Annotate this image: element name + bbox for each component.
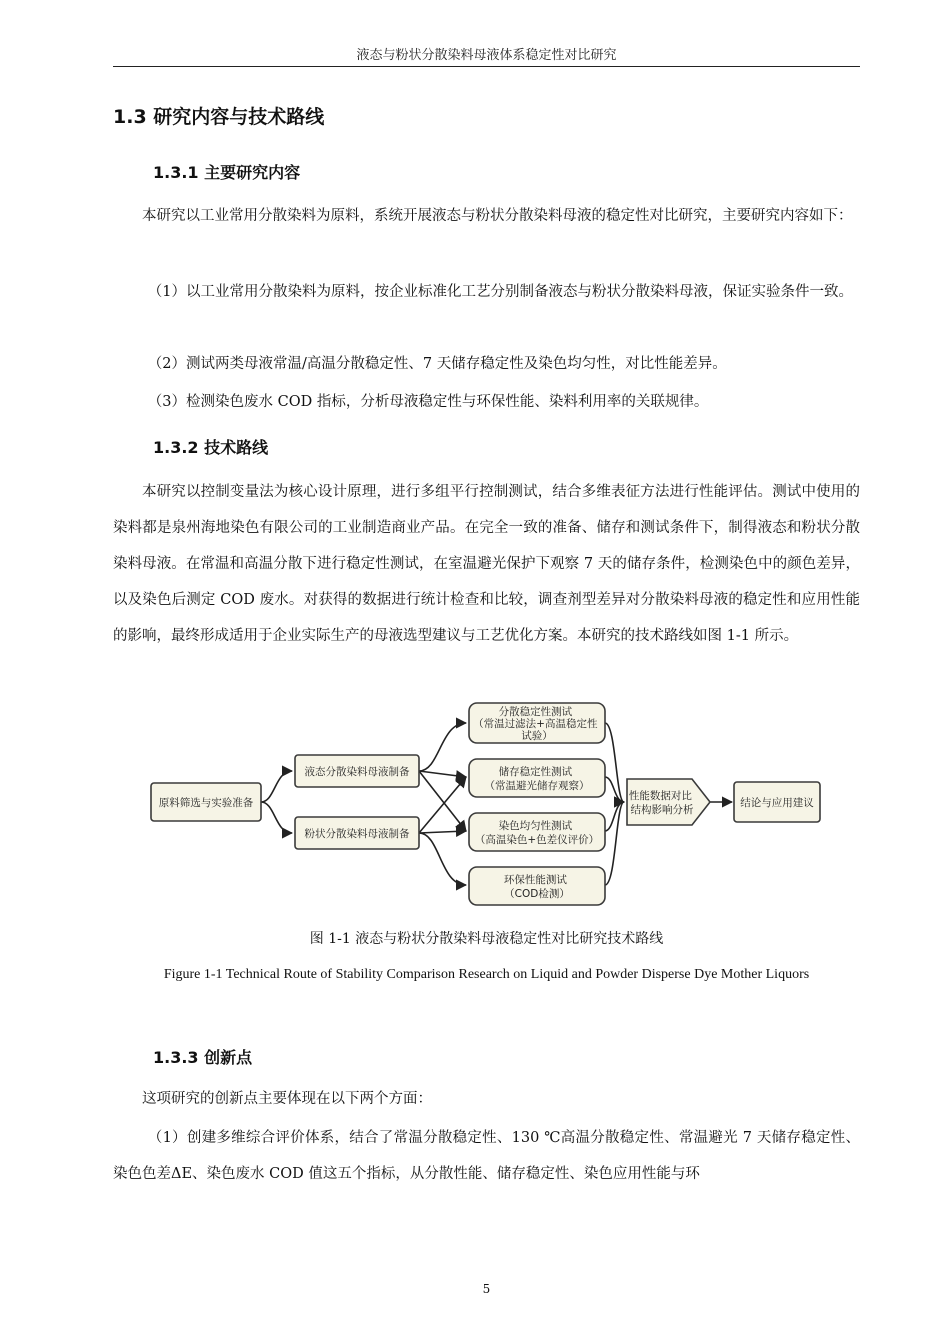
svg-text:原料筛选与实验准备: 原料筛选与实验准备 bbox=[158, 797, 254, 809]
header-rule bbox=[113, 66, 860, 67]
list-item: （3）检测染色废水 COD 指标，分析母液稳定性与环保性能、染料利用率的关联规律。 bbox=[147, 394, 709, 410]
section-heading: 1.3 研究内容与技术路线 bbox=[113, 106, 325, 128]
subsection-heading-3: 1.3.3 创新点 bbox=[153, 1048, 253, 1067]
svg-text:环保性能测试 （COD检测）: 环保性能测试 （COD检测） bbox=[503, 874, 570, 900]
paragraph-intro: 本研究以工业常用分散染料为原料，系统开展液态与粉状分散染料母液的稳定性对比研究，主要研究内容如下： bbox=[142, 208, 853, 224]
connector bbox=[419, 771, 466, 777]
connector bbox=[419, 831, 466, 833]
paragraph-body: 本研究以控制变量法为核心设计原理，进行多组平行控制测试，结合多维表征方法进行性能评估。测试中使用的染料都是泉州海地染色有限公司的工业制造商业产品。在完全一致的准备、储存和测试条件下，制得液态和粉状分散染料母液。在常温和高温分散下进行稳定性测试，在室温避光保护下观察 7 天的储存条件，检测染色中的颜色差异，以及染色后测定 COD 废水。对获得的数据进行统计检查和比较，调查剂型差异对分散染料母液的稳定性和应用性能的影响，最终形成适用于企业实际生产的母液选型建议与工艺优化方案。本研究的技术路线如图 1-1 所示。 bbox=[113, 484, 860, 644]
paragraph-intro: 这项研究的创新点主要体现在以下两个方面： bbox=[142, 1091, 432, 1107]
svg-text:染色均匀性测试 （高温染色+色差仪评价）: 染色均匀性测试 （高温染色+色差仪评价） bbox=[474, 820, 600, 846]
subsection-heading-2: 1.3.2 技术路线 bbox=[153, 438, 269, 457]
page-number: 5 bbox=[482, 1282, 491, 1296]
node-test-uniformity bbox=[469, 813, 605, 851]
list-item: （2）测试两类母液常温/高温分散稳定性、7 天储存稳定性及染色均匀性，对比性能差异。 bbox=[147, 356, 727, 372]
node-test-storage bbox=[469, 759, 605, 797]
node-start bbox=[151, 783, 261, 821]
connector bbox=[419, 777, 466, 833]
page-header: 液态与粉状分散染料母液体系稳定性对比研究 bbox=[356, 48, 617, 63]
subsection-heading-1: 1.3.1 主要研究内容 bbox=[153, 163, 301, 182]
connector bbox=[419, 833, 466, 885]
svg-text:分散稳定性测试 （常温过滤法+高温稳定性: 分散稳定性测试 （常温过滤法+高温稳定性 试验） bbox=[473, 706, 598, 742]
svg-text:储存稳定性测试 （常温避光储存观察）: 储存稳定性测试 （常温避光储存观察） bbox=[484, 766, 590, 792]
list-item: （1）创建多维综合评价体系，结合了常温分散稳定性、130 ℃高温分散稳定性、常温避光 7 天储存稳定性、染色色差ΔE、染色废水 COD 值这五个指标，从分散性能、储存稳定性、染色应用性能与环 bbox=[113, 1130, 860, 1182]
list-item: （1）以工业常用分散染料为原料，按企业标准化工艺分别制备液态与粉状分散染料母液，保证实验条件一致。 bbox=[147, 284, 854, 300]
svg-text:液态分散染料母液制备: 液态分散染料母液制备 bbox=[304, 766, 410, 778]
connector bbox=[419, 771, 466, 831]
node-test-dispersion bbox=[469, 703, 605, 743]
node-test-environment bbox=[469, 867, 605, 905]
connector bbox=[419, 723, 466, 771]
node-prep-liquid bbox=[295, 755, 419, 787]
figure-caption-cn: 图 1-1 液态与粉状分散染料母液稳定性对比研究技术路线 bbox=[309, 931, 664, 947]
connector bbox=[261, 771, 292, 802]
node-prep-powder bbox=[295, 817, 419, 849]
svg-text:结论与应用建议: 结论与应用建议 bbox=[740, 797, 814, 809]
node-conclusion bbox=[734, 782, 820, 822]
technical-route-diagram bbox=[140, 697, 830, 915]
figure-caption-en: Figure 1-1 Technical Route of Stability Comparison Research on Liquid and Powder Disperse Dye Mother Liquors bbox=[163, 967, 810, 982]
svg-text:性能数据对比 结构影响分析: 性能数据对比 结构影响分析 bbox=[628, 790, 694, 816]
node-analysis bbox=[627, 779, 710, 825]
svg-text:粉状分散染料母液制备: 粉状分散染料母液制备 bbox=[304, 828, 410, 840]
connector bbox=[261, 802, 292, 833]
